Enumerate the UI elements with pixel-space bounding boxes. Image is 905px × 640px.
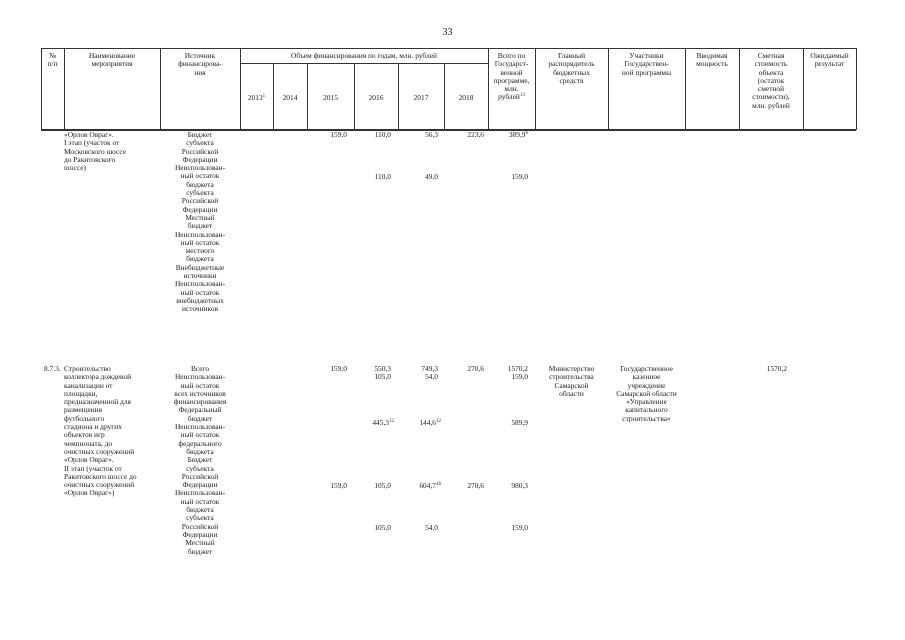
header-num: № п/п — [47, 51, 58, 69]
block2-num: 8.7.3. — [44, 364, 61, 373]
b2-total-total: 1570,2 — [507, 364, 528, 373]
header-year-2015: 2015 — [323, 93, 338, 102]
b2-federal-2016: 445,3$^{12}$ — [372, 418, 394, 427]
header-participants: Участники Государствен- ной программы — [621, 51, 672, 77]
b2-regional-total: 980,3 — [511, 481, 528, 490]
b2-federal-total: 589,9 — [511, 418, 528, 427]
b2-regional-2017: 604,7$^{16}$ — [419, 481, 441, 490]
block2-sources: Всего Неиспользован- ный остаток всех источников финансирования Федеральный бюджет Неиспользован- ный остаток федерального бюджета Бюджет субъекта Российской Федерации Неиспользован- ный остаток бюджета субъекта Российской Федерации Местный бюджет — [173, 364, 227, 556]
b2-regional-unused-2016: 105,0 — [374, 523, 391, 532]
header-result: Ожидаемый результат — [810, 51, 849, 69]
b1-r1-2018: 223,6 — [467, 130, 484, 139]
b2-estimate: 1570,2 — [766, 364, 787, 373]
header-year-2014: 2014 — [282, 93, 298, 102]
b2-regional-unused-2017: 54,0 — [425, 523, 438, 532]
header-total: Всего по Государст- венной программе, млн. рублей$^{13}$ — [493, 51, 530, 102]
block1-sources: Бюджет субъекта Российской Федерации Неиспользован- ный остаток бюджета субъекта Российской Федерации Местный бюджет Неиспользован- ный остаток местного бюджета Внебюджетные источники Неиспользован- ный остаток внебюджетных источников — [174, 130, 226, 314]
b2-regional-unused-total: 159,0 — [511, 523, 528, 532]
header-year-2017: 2017 — [413, 93, 429, 102]
b1-r2-2017: 49,0 — [425, 172, 438, 181]
b2-regional-2016: 105,0 — [374, 481, 391, 490]
header-estimate: Сметная стоимость объекта (остаток сметной стоимости), млн. рублей — [752, 51, 790, 110]
page-number: 33 — [442, 27, 453, 38]
b2-unused-2017: 54,0 — [425, 372, 438, 381]
b2-participants: Государственное казенное учреждение Самарской области «Управление капитального строительства» — [616, 364, 677, 423]
header-year-2018: 2018 — [458, 93, 474, 102]
b1-r1-total: 389,9$^6$ — [508, 130, 528, 139]
header-volume: Объем финансирования по годам, млн. рублей — [291, 51, 437, 60]
b2-total-2018: 270,6 — [467, 364, 484, 373]
b2-admin: Министерство строительства Самарской области — [548, 364, 595, 398]
block2-name: Строительство коллектора дождевой канализации от площадки, предназначенной для размещения футбольного стадиона и других объектов игр чемпионата, до очистных сооружений «Орлов Овраг». II этап (участок от Ракитовского шоссе до очистных сооружений «Орлов Овраг») — [64, 364, 137, 498]
header-admin: Главный распорядитель бюджетных средств — [548, 51, 595, 85]
b2-federal-2017: 144,6$^{12}$ — [419, 418, 441, 427]
b2-total-2017: 749,3 — [421, 364, 438, 373]
b2-unused-total: 159,0 — [511, 372, 528, 381]
header-name: Наименование мероприятия — [88, 51, 136, 69]
b2-unused-2016: 105,0 — [374, 372, 391, 381]
b2-total-2015: 159,0 — [330, 364, 347, 373]
b1-r1-2016: 110,0 — [374, 130, 391, 139]
b2-total-2016: 550,3 — [374, 364, 391, 373]
header-capacity: Вводимая мощность — [696, 51, 728, 69]
header-year-2016: 2016 — [368, 93, 384, 102]
block1-name: «Орлов Овраг». I этап (участок от Московского шоссе до Ракитовского шоссе) — [64, 130, 126, 173]
b1-r1-2015: 159,0 — [330, 130, 347, 139]
b1-r2-2016: 110,0 — [374, 172, 391, 181]
header-source: Источник финансирова- ния — [178, 51, 222, 77]
b2-regional-2018: 270,6 — [467, 481, 484, 490]
b1-r1-2017: 56,3 — [425, 130, 438, 139]
b1-r2-total: 159,0 — [511, 172, 528, 181]
b2-regional-2015: 159,0 — [330, 481, 347, 490]
header-year-2013: 2013$^1$ — [247, 93, 266, 102]
